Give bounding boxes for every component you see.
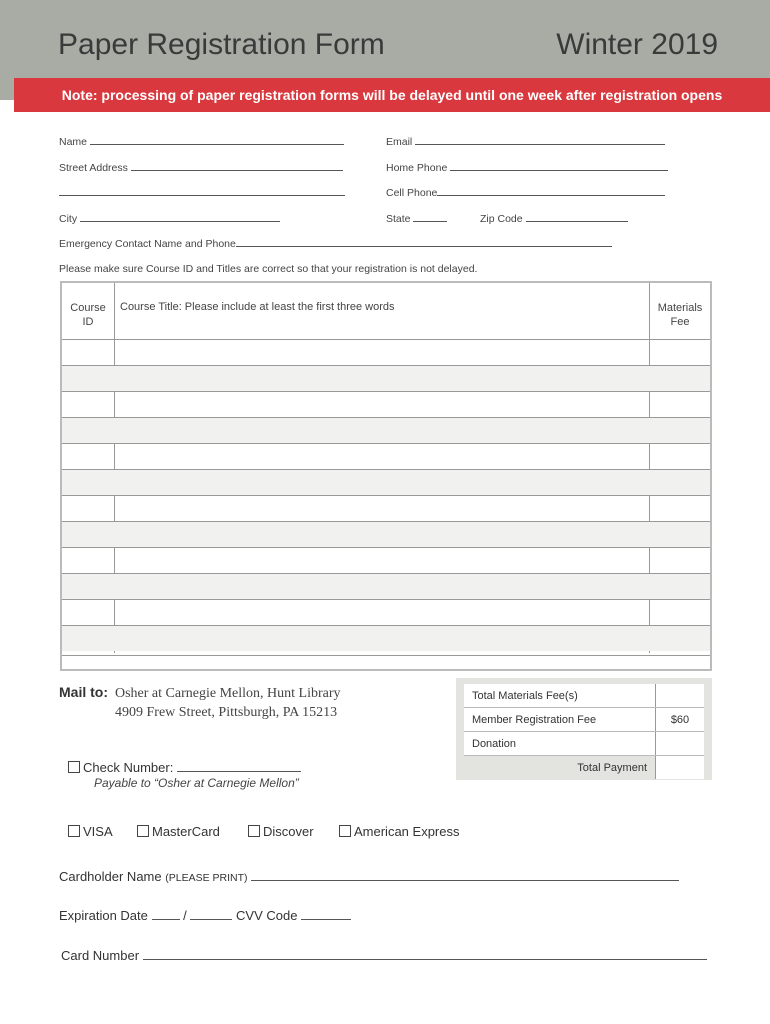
mastercard-option[interactable] — [137, 824, 220, 839]
expiration-field[interactable] — [59, 908, 351, 923]
cell-phone-label: Cell Phone — [386, 187, 438, 199]
total-materials-label: Total Materials Fee(s) — [464, 684, 656, 708]
name-label: Name — [59, 136, 88, 148]
course-row[interactable] — [62, 573, 710, 599]
state-field[interactable] — [386, 211, 447, 225]
amex-option[interactable] — [339, 824, 459, 839]
course-row[interactable] — [62, 443, 710, 469]
total-materials-amount[interactable] — [656, 684, 705, 708]
payable-note: Payable to “Osher at Carnegie Mellon” — [94, 776, 299, 790]
street-label: Street Address — [59, 162, 128, 174]
amex-checkbox[interactable] — [339, 825, 351, 837]
card-number-field[interactable] — [61, 948, 707, 963]
donation-amount[interactable] — [656, 732, 705, 756]
materials-fee-header-line2: Fee — [670, 316, 690, 328]
expiration-label: Expiration Date — [59, 908, 148, 923]
state-label: State — [386, 213, 411, 225]
mastercard-checkbox[interactable] — [137, 825, 149, 837]
cardholder-name-field[interactable] — [59, 869, 679, 884]
course-row[interactable] — [62, 469, 710, 495]
discover-checkbox[interactable] — [248, 825, 260, 837]
member-fee-amount: $60 — [656, 708, 705, 732]
zip-field[interactable] — [480, 211, 628, 225]
check-checkbox[interactable] — [68, 761, 80, 773]
visa-checkbox[interactable] — [68, 825, 80, 837]
expiration-slash: / — [183, 908, 187, 923]
check-number-label: Check Number: — [83, 760, 174, 775]
check-option[interactable] — [68, 760, 301, 775]
cardholder-label: Cardholder Name — [59, 869, 162, 884]
city-field[interactable] — [59, 211, 280, 225]
total-payment-row — [464, 756, 704, 780]
mail-address-line2: 4909 Frew Street, Pittsburgh, PA 15213 — [115, 705, 338, 720]
street-line-2[interactable] — [59, 185, 345, 199]
course-title-header: Course Title: Please include at least the first three words — [120, 301, 395, 313]
payment-summary — [456, 678, 712, 780]
course-table — [60, 281, 712, 671]
visa-label: VISA — [83, 824, 113, 839]
zip-label: Zip Code — [480, 213, 523, 225]
discover-option[interactable] — [248, 824, 314, 839]
total-payment-amount[interactable] — [656, 756, 705, 780]
course-row[interactable] — [62, 417, 710, 443]
form-season: Winter 2019 — [556, 28, 718, 61]
course-note: Please make sure Course ID and Titles are correct so that your registration is not delayed. — [59, 263, 478, 275]
course-id-header — [62, 301, 114, 329]
emergency-field[interactable] — [59, 236, 612, 250]
course-row[interactable] — [62, 339, 710, 365]
discover-label: Discover — [263, 824, 314, 839]
city-label: City — [59, 213, 78, 225]
mail-address — [115, 684, 341, 722]
course-row[interactable] — [62, 547, 710, 573]
course-row[interactable] — [62, 495, 710, 521]
total-materials-row — [464, 684, 704, 708]
form-title: Paper Registration Form — [58, 28, 385, 61]
materials-fee-header-line1: Materials — [657, 302, 703, 314]
course-row[interactable] — [62, 521, 710, 547]
notice-banner: Note: processing of paper registration forms will be delayed until one week after registration opens — [14, 78, 770, 112]
materials-fee-header — [650, 301, 710, 329]
donation-label: Donation — [464, 732, 656, 756]
donation-row — [464, 732, 704, 756]
visa-option[interactable] — [68, 824, 113, 839]
course-row[interactable] — [62, 365, 710, 391]
cvv-label: CVV Code — [236, 908, 298, 923]
mail-to-label: Mail to: — [59, 684, 108, 700]
member-fee-row — [464, 708, 704, 732]
amex-label: American Express — [354, 824, 460, 839]
card-number-label: Card Number — [61, 948, 140, 963]
email-field[interactable] — [386, 134, 665, 148]
table-footer — [62, 655, 710, 672]
course-id-header-line1: Course — [70, 302, 106, 314]
home-phone-label: Home Phone — [386, 162, 448, 174]
course-row[interactable] — [62, 599, 710, 625]
mail-address-line1: Osher at Carnegie Mellon, Hunt Library — [115, 686, 341, 701]
email-label: Email — [386, 136, 413, 148]
mastercard-label: MasterCard — [152, 824, 220, 839]
street-field[interactable] — [59, 160, 343, 174]
name-field[interactable] — [59, 134, 344, 148]
cell-phone-field[interactable] — [386, 185, 665, 199]
home-phone-field[interactable] — [386, 160, 668, 174]
course-row[interactable] — [62, 391, 710, 417]
course-row[interactable] — [62, 625, 710, 651]
emergency-label: Emergency Contact Name and Phone — [59, 238, 236, 250]
course-id-header-line2: ID — [82, 316, 94, 328]
member-fee-label: Member Registration Fee — [464, 708, 656, 732]
total-payment-label: Total Payment — [464, 756, 656, 780]
cardholder-note: (PLEASE PRINT) — [165, 872, 248, 884]
